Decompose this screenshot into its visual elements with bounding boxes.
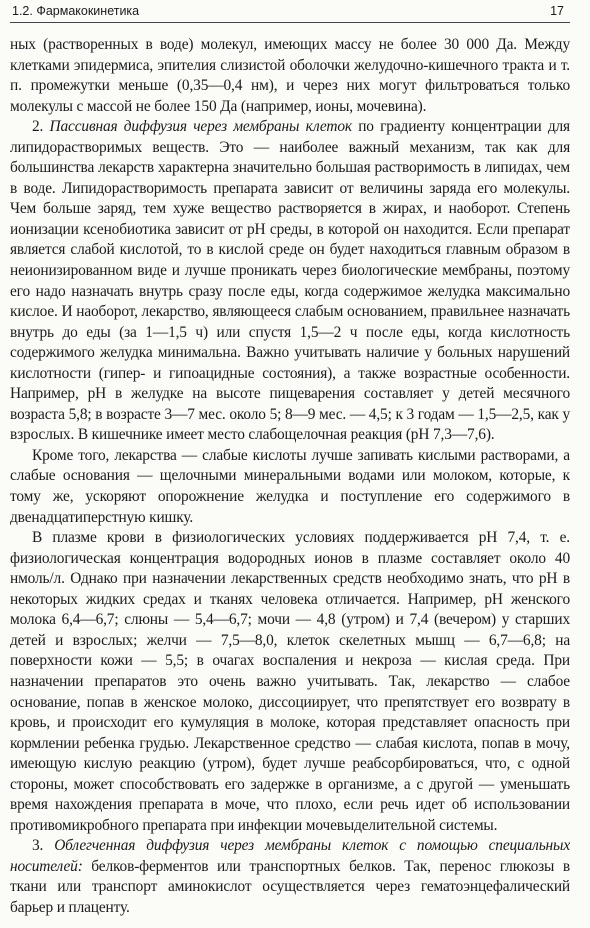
page-number: 17: [550, 4, 564, 18]
paragraph-continuation: ных (растворенных в воде) молекул, имеющих массу не более 30 000 Да. Между клетками эпидермиса, эпителия слизистой оболочки желудочно-кишечного тракта и т. п. промежутки меньше (0,35—0,4 нм), и через них могут фильтроваться только молекулы с массой не более 150 Да (например, ионы, мочевина).: [10, 36, 570, 115]
term-facilitated-diffusion: Облегченная диффузия через мембраны клеток с помощью специальных носителей:: [10, 837, 570, 875]
running-header: [10, 4, 570, 23]
section-title: 1.2. Фармакокинетика: [12, 4, 140, 18]
body-text: [10, 35, 570, 919]
paragraph-passive-diffusion: 2. Пассивная диффузия через мембраны клеток по градиенту концентрации для липидорастворимых веществ. Это — наиболее важный механизм, так как для большинства лекарств характерна значительно большая растворимость в липидах, чем в воде. Липидорастворимость препарата зависит от величины заряда его молекулы. Чем больше заряд, тем хуже вещество растворяется в жирах, и наоборот. Степень ионизации ксенобиотика зависит от pH среды, в которой он находится. Если препарат является слабой кислотой, то в кислой среде он будет находиться главным образом в неионизированном виде и лучше проникать через биологические мембраны, поэтому его надо назначать внутрь сразу после еды, когда содержимое желудка максимально кислое. И наоборот, лекарство, являющееся слабым основанием, правильнее назначать внутрь до еды (за 1—1,5 ч) или спустя 1,5—2 ч после еды, когда кислотность содержимого желудка минимальна. Важно учитывать наличие у больных нарушений кислотности (гипер- и гипоацидные состояния), а также возрастные особенности. Например, pH в желудке на высоте пищеварения составляет у детей месячного возраста 5,8; в возрасте 3—7 мес. около 5; 8—9 мес. — 4,5; к 3 годам — 1,5—2,5, как у взрослых. В кишечнике имеет место слабощелочная реакция (pH 7,3—7,6).: [10, 118, 570, 444]
paragraph-facilitated-diffusion: 3. Облегченная диффузия через мембраны клеток с помощью специальных носителей: белков-ферментов или транспортных белков. Так, перенос глюкозы в ткани или транспорт аминокислот осуществляется через гематоэнцефалический барьер и плаценту.: [10, 837, 570, 916]
paragraph-plasma-ph: В плазме крови в физиологических условиях поддерживается pH 7,4, т. е. физиологическая концентрация водородных ионов в плазме составляет около 40 нмоль/л. Однако при назначении лекарственных средств необходимо знать, что pH в некоторых жидких средах и тканях человека отличается. Например, pH женского молока 6,4—6,7; слюны — 5,4—6,7; мочи — 4,8 (утром) и 7,4 (вечером) у старших детей и взрослых; желчи — 7,5—8,0, клеток скелетных мышц — 6,7—6,8; на поверхности кожи — 5,5; в очагах воспаления и некроза — кислая среда. При назначении препаратов это очень важно учитывать. Так, лекарство — слабое основание, попав в женское молоко, диссоциирует, что препятствует его возврату в кровь, и происходит его кумуляция в молоке, которая представляет опасность при кормлении ребенка грудью. Лекарственное средство — слабая кислота, попав в мочу, имеющую кислую реакцию (утром), будет лучше реабсорбироваться, что, с одной стороны, может способствовать его задержке в организме, а с другой — уменьшать время нахождения препарата в моче, что плохо, если речь идет об использовании противомикробного препарата при инфекции мочевыделительной системы.: [10, 529, 570, 834]
paragraph-acids-bases: Кроме того, лекарства — слабые кислоты лучше запивать кислыми растворами, а слабые основания — щелочными минеральными водами или молоком, которые, к тому же, ускоряют опорожнение желудка и поступление его содержимого в двенадцатиперстную кишку.: [10, 446, 570, 526]
term-passive-diffusion: Пассивная диффузия через мембраны клеток: [49, 118, 352, 136]
